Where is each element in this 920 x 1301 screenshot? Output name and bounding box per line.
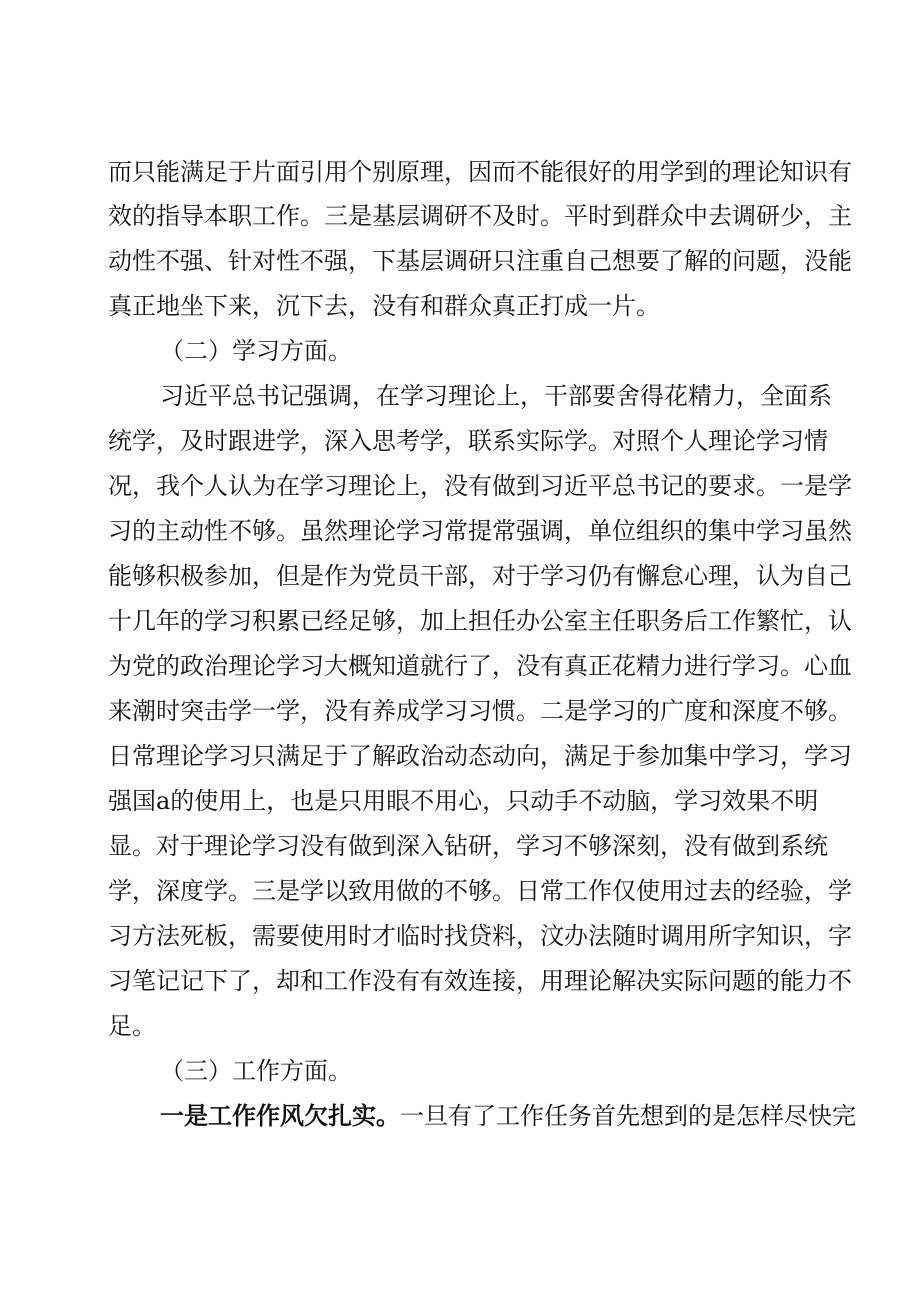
line-text: 为党的政治理论学习大概知道就行了，没有真正花精力进行学习。心血 [108, 652, 852, 680]
text-line [0, 466, 920, 506]
line-text: 习的主动性不够。虽然理论学习常提常强调，单位组织的集中学习虽然 [108, 517, 852, 545]
text-line [0, 961, 920, 1001]
line-text: 学，深度学。三是学以致用做的不够。日常工作仅使用过去的经验，学 [108, 877, 852, 905]
section-heading [0, 1051, 920, 1091]
text-line [0, 646, 920, 686]
text-line [0, 781, 920, 821]
text-line [0, 556, 920, 596]
line-text: 一旦有了工作任务首先想到的是怎样尽快完 [400, 1102, 856, 1130]
text-line [0, 916, 920, 956]
line-text: 而只能满足于片面引用个别原理，因而不能很好的用学到的理论知识有 [108, 158, 852, 186]
text-line [0, 601, 920, 641]
line-text: 况，我个人认为在学习理论上，没有做到习近平总书记的要求。一是学 [108, 472, 852, 500]
text-line [0, 736, 920, 776]
line-text: 效的指导本职工作。三是基层调研不及时。平时到群众中去调研少，主 [108, 202, 852, 230]
text-line [0, 196, 920, 236]
text-line [0, 1096, 920, 1136]
text-line [0, 511, 920, 551]
line-text: 习方法死板，需要使用时才临时找贷料，汶办法随时调用所字知识，字 [108, 922, 852, 950]
line-text: 真正地坐下来，沉下去，没有和群众真正打成一片。 [108, 292, 660, 320]
line-text: 显。对于理论学习没有做到深入钻研，学习不够深刻，没有做到系统 [108, 832, 828, 860]
line-text: 习近平总书记强调，在学习理论上，干部要舍得花精力，全面系 [160, 382, 832, 410]
text-line [0, 421, 920, 461]
text-line [0, 1006, 920, 1046]
line-bold-lead: 一是工作作风欠扎实。 [160, 1101, 400, 1130]
text-line [0, 152, 920, 192]
line-text: 统学，及时跟进学，深入思考学，联系实际学。对照个人理论学习情 [108, 427, 828, 455]
text-line [0, 376, 920, 416]
line-text: 习笔记记下了，却和工作没有有效连接，用理论解决实际问题的能力不 [108, 967, 852, 995]
line-text: 十几年的学习积累已经足够，加上担任办公室主任职务后工作繁忙，认 [108, 607, 852, 635]
section-heading [0, 331, 920, 371]
text-line [0, 871, 920, 911]
section-heading-text: （三）工作方面。 [160, 1057, 352, 1085]
text-line [0, 286, 920, 326]
text-line [0, 241, 920, 281]
line-text: 日常理论学习只满足于了解政治动态动向，满足于参加集中学习，学习 [108, 742, 852, 770]
line-text: 能够积极参加，但是作为党员干部，对于学习仍有懈怠心理，认为自己 [108, 562, 852, 590]
line-text: 动性不强、针对性不强，下基层调研只注重自己想要了解的问题，没能 [108, 247, 852, 275]
section-heading-text: （二）学习方面。 [160, 337, 352, 365]
text-line [0, 826, 920, 866]
text-line [0, 691, 920, 731]
line-text: 强国a的使用上，也是只用眼不用心，只动手不动脑，学习效果不明 [108, 787, 819, 815]
line-text: 足。 [108, 1012, 156, 1040]
line-text: 来潮时突击学一学，没有养成学习习惯。二是学习的广度和深度不够。 [108, 697, 852, 725]
